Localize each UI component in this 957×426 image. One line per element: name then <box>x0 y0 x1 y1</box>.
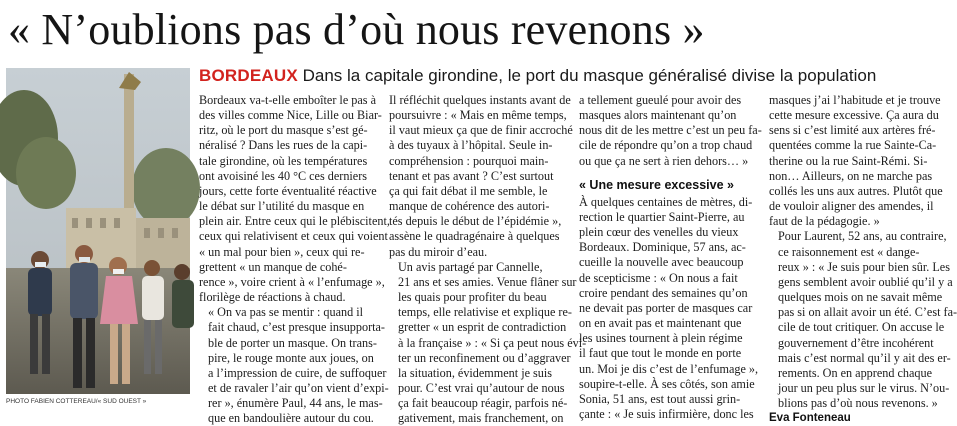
text-line: ceux qui relativisent et ceux qui voient <box>199 229 388 244</box>
text-line: il faut que tout le monde en porte <box>579 346 742 361</box>
section-subhead: « Une mesure excessive » <box>579 177 734 192</box>
text-line: la situation, évidemment je suis <box>398 365 553 380</box>
text-line: de vouloir aligner des amendes, il <box>769 199 934 214</box>
text-line: pas si on allait avoir un été. C’est fa- <box>778 305 957 320</box>
article-paragraph <box>579 195 759 422</box>
text-line: non… Ailleurs, on ne marche pas <box>769 168 933 183</box>
text-line: pas du miroir d’eau. <box>389 244 488 259</box>
text-line: rer », énumère Paul, 44 ans, le mas- <box>208 396 383 411</box>
article-column-2 <box>389 93 587 426</box>
text-line: temps, elle relativise et explique re- <box>398 305 572 320</box>
text-line: des villes comme Nice, Lille ou Biar- <box>199 108 382 123</box>
text-line: à la française » : « Si ça peut nous évi- <box>398 335 587 350</box>
article-paragraph <box>389 93 573 260</box>
text-line: pour. C’est vrai qu’autour de nous <box>398 380 565 395</box>
text-line: a l’impression de cuire, de suffoquer <box>208 365 387 380</box>
text-line: ble de porter un masque. On trans- <box>208 335 377 350</box>
text-line: tenant et pas avant ? C’est surtout <box>389 168 554 183</box>
article-paragraph <box>769 229 957 411</box>
text-line: compréhension : pourquoi main- <box>389 153 549 168</box>
text-line: gouvernement d’être incohérent <box>778 335 934 350</box>
text-line: les quais pour profiter du beau <box>398 290 547 305</box>
text-line: tés depuis le début de l’épidémie », <box>389 214 562 229</box>
article-photo <box>6 68 190 394</box>
text-line: blions pas d’où nous revenons. » <box>778 396 938 411</box>
article-paragraph <box>769 93 949 229</box>
text-line: ne devait pas porter de masques car <box>579 300 753 315</box>
text-line: masques j’ai l’habitude et je trouve <box>769 93 941 107</box>
text-line: que en bandoulière autour du cou. <box>208 411 374 426</box>
text-line: cile de répondre qu’on a trop chaud <box>579 138 753 153</box>
article-paragraph <box>199 93 390 305</box>
text-line: ça fait beaucoup réagir, parfois né- <box>398 396 568 411</box>
text-line: tale girondine, où les températures <box>199 153 368 168</box>
text-line: le débat sur l’utilité du masque en <box>199 199 365 214</box>
text-line: collés les uns aux autres. Plutôt que <box>769 183 943 198</box>
text-line: gretter « un esprit de contradiction <box>398 320 567 335</box>
text-line: ce raisonnement est « dange- <box>778 244 920 259</box>
text-line: Un avis partagé par Cannelle, <box>398 259 543 274</box>
text-line: gens semblent avoir oublié qu’il y a <box>778 274 953 289</box>
text-line: quentées comme la rue Sainte-Ca- <box>769 138 937 153</box>
text-line: ça qui fait débat il me semble, le <box>389 183 548 198</box>
text-line: jour un peu plus sur le virus. N’ou- <box>778 380 950 395</box>
text-line: rements. On en apprend chaque <box>778 365 932 380</box>
text-line: cile de tout critiquer. On accuse le <box>778 320 945 335</box>
text-line: ou que ça ne sert à rien dehors… » <box>579 153 749 168</box>
text-line: pire, le rouge monte aux joues, on <box>208 350 374 365</box>
text-line: faut de la pédagogie. » <box>769 214 880 229</box>
text-line: à des tuyaux à l’hôpital. Seule in- <box>389 138 553 153</box>
text-line: et de ravaler l’air qu’on vient d’expi- <box>208 380 389 395</box>
text-line: mais c’est normal qu’il y ait des er- <box>778 350 951 365</box>
text-line: « On va pas se mentir : quand il <box>208 305 364 320</box>
text-line: Pour Laurent, 52 ans, au contraire, <box>778 229 947 244</box>
article-column-3 <box>579 93 762 422</box>
text-line: Sonia, 51 ans, est tout aussi grin- <box>579 391 741 406</box>
text-line: À quelques centaines de mètres, di- <box>579 194 753 209</box>
text-line: rection le quartier Saint-Pierre, au <box>579 209 745 224</box>
text-line: ter un reconfinement ou d’aggraver <box>398 350 571 365</box>
text-line: assène le quadragénaire à quelques <box>389 229 560 244</box>
article-paragraph <box>579 93 762 169</box>
text-line: grettent « un manque de cohé- <box>199 259 347 274</box>
text-line: gativement, mais franchement, on <box>398 411 564 426</box>
text-line: masques alors maintenant qu’on <box>579 108 737 123</box>
text-line: néralisé ? Dans les rues de la capi- <box>199 138 368 153</box>
text-line: plein cœur des venelles du vieux <box>579 225 739 240</box>
text-line: de scepticisme : « On nous a fait <box>579 270 738 285</box>
text-line: les usines tournent à plein régime <box>579 331 743 346</box>
text-line: plein air. Entre ceux qui le plébiscitent, <box>199 214 390 229</box>
text-line: 21 ans et ses amies. Venue flâner sur <box>398 274 577 289</box>
text-line: fait chaud, c’est presque insupporta- <box>208 320 385 335</box>
photo-credit: PHOTO FABIEN COTTEREAU/« SUD OUEST » <box>6 398 147 405</box>
text-line: nous dit de les mettre c’est un peu fa- <box>579 123 762 138</box>
article-deck <box>199 64 949 88</box>
headline: « N’oublions pas d’où nous revenons » <box>8 5 705 54</box>
article-column-4 <box>769 93 957 425</box>
text-line: sens si c’est limité aux artères fré- <box>769 123 936 138</box>
text-line: « un mal pour bien », ceux qui re- <box>199 244 365 259</box>
text-line: cette mesure excessive. Ça aura du <box>769 108 939 123</box>
author-byline: Eva Fonteneau <box>769 412 851 425</box>
text-line: soupire-t-elle. À ses côtés, son amie <box>579 376 755 391</box>
street-crowd-illustration <box>6 68 190 394</box>
text-line: il vaut mieux ça que de finir accroché <box>389 123 573 138</box>
text-line: florilège de réactions à chaud. <box>199 290 346 305</box>
text-line: çante : « Je suis infirmière, donc les <box>579 406 754 421</box>
text-line: a tellement gueulé pour avoir des <box>579 93 742 107</box>
text-line: reux » : « Je suis pour bien sûr. Les <box>778 259 950 274</box>
text-line: un. Moi je dis c’est de l’enfumage », <box>579 361 759 376</box>
text-line: ritz, où le port du masque s’est gé- <box>199 123 368 138</box>
text-line: jours, cette forte éventualité réactive <box>199 183 377 198</box>
text-line: therine ou la rue Saint-Rémi. Si- <box>769 153 928 168</box>
article-paragraph <box>199 305 389 426</box>
text-line: manque de cohérence des autori- <box>389 199 550 214</box>
text-line: poursuivre : « Mais en même temps, <box>389 108 567 123</box>
text-line: Il réfléchit quelques instants avant de <box>389 93 571 107</box>
text-line: croire pendant des semaines qu’on <box>579 285 748 300</box>
text-line: Bordeaux va-t-elle emboîter le pas à <box>199 93 376 107</box>
text-line: on en avait pas et maintenant que <box>579 316 742 331</box>
text-line: Bordeaux. Dominique, 57 ans, ac- <box>579 240 746 255</box>
text-line: quelques mois on ne savait même <box>778 290 943 305</box>
deck-text: Dans la capitale girondine, le port du masque généralisé divise la population <box>302 66 877 85</box>
text-line: rence », voire crient à « l’enfumage », <box>199 274 385 289</box>
article-column-1 <box>199 93 390 426</box>
location-kicker: BORDEAUX <box>199 66 298 85</box>
article-paragraph <box>389 259 587 426</box>
text-line: ont avoisiné les 40 °C ces derniers <box>199 168 368 183</box>
text-line: cueille la nouvelle avec beaucoup <box>579 255 744 270</box>
